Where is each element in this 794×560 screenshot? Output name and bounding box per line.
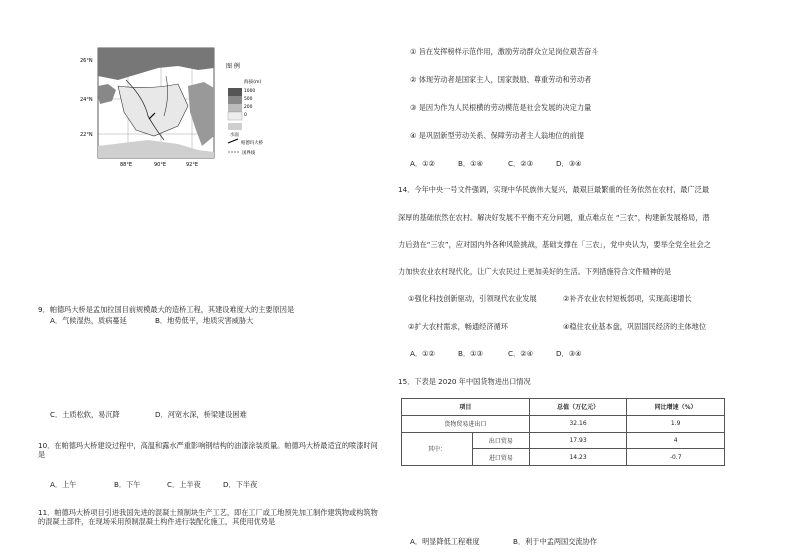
lat-label-24: 24°N bbox=[80, 97, 93, 103]
table-row bbox=[402, 415, 725, 432]
table-cell: 17.93 bbox=[529, 432, 627, 449]
choice2-a: A．①② bbox=[410, 349, 435, 358]
legend-bridge: 帕德玛大桥 bbox=[241, 141, 263, 146]
legend-swatch-200 bbox=[228, 104, 242, 112]
legend-title: 图 例 bbox=[226, 63, 240, 70]
choice1-c: C．②③ bbox=[508, 159, 534, 168]
choice1-a: A．①② bbox=[410, 159, 435, 168]
table-cell: 4 bbox=[627, 432, 725, 449]
table-cell: 出口贸易 bbox=[473, 432, 530, 449]
table-header-row bbox=[402, 399, 725, 416]
legend-level-200: 200 bbox=[244, 105, 253, 110]
q10-stem: 10．在帕德玛大桥建设过程中，高温和露水严重影响钢结构的油漆涂装质量。帕德玛大桥最适宜的喷漆时间是 bbox=[38, 441, 378, 459]
choice2-d: D．③④ bbox=[556, 349, 582, 358]
q10-option-c: C．上半夜 bbox=[167, 480, 201, 489]
legend-level-1000: 1000 bbox=[244, 89, 256, 94]
lon-label-88: 88°E bbox=[120, 162, 133, 168]
lat-label-22: 22°N bbox=[80, 132, 93, 138]
legend-swatch-water bbox=[228, 123, 242, 130]
choice2-c: C．②④ bbox=[508, 349, 534, 358]
table-header-growth: 同比增速（%） bbox=[627, 399, 725, 416]
choice1-d: D．③④ bbox=[556, 159, 582, 168]
q14-line-2: 深厚的基础依然在农村。解决好发展不平衡不充分问题，重点难点在 “三农”，构建新发展格局，潜 bbox=[398, 213, 710, 222]
statement-1: ① 旨在发挥榜样示范作用，激励劳动群众立足岗位艰苦奋斗 bbox=[410, 47, 599, 56]
q14-item-3: ②扩大农村需求，畅通经济循环 bbox=[408, 322, 508, 331]
q11-stem: 11．帕德玛大桥项目引进我国先进的混凝土预制块生产工艺，即在工厂或工地预先加工制作建筑物或构筑物的混凝土部件，在现场采用预制混凝土构件进行装配化施工，其使用优势是 bbox=[38, 508, 378, 526]
q9-stem: 9．帕德玛大桥是孟加拉国目前规模最大的造桥工程，其建设难度大的主要原因是 bbox=[38, 305, 295, 314]
q9-option-b: B．地势低平，地质灾害威胁大 bbox=[155, 316, 254, 325]
q10-option-d: D．下半夜 bbox=[223, 480, 258, 489]
q15-title: 15．下表是 2020 年中国货物进出口情况 bbox=[398, 377, 531, 386]
trade-table bbox=[401, 398, 725, 466]
table-cell: 14.23 bbox=[529, 449, 627, 466]
q9-option-a: A．气候湿热，质病蔓延 bbox=[50, 316, 127, 325]
legend-unit: 海拔(m) bbox=[244, 80, 262, 85]
q10-option-b: B．下午 bbox=[114, 480, 141, 489]
lon-label-92: 92°E bbox=[186, 162, 199, 168]
statement-3: ③ 是因为作为人民根横的劳动模范是社会发展的决定力量 bbox=[410, 103, 592, 112]
q14-line-3: 力后劲在“三农”，应对国内外各种风险挑战，基础支撑在「三农」，党中央认为，要举全党全社会之 bbox=[398, 240, 711, 249]
table-cell: -0.7 bbox=[627, 449, 725, 466]
table-row bbox=[402, 432, 725, 449]
q9-option-c: C．土质松软，易沉降 bbox=[50, 410, 120, 419]
q14-item-1: ①强化科技创新驱动，引领现代农业发展 bbox=[408, 294, 537, 303]
legend-bridge-icon bbox=[228, 139, 238, 143]
legend-swatch-1000 bbox=[228, 88, 242, 96]
table-header-item: 项目 bbox=[402, 399, 530, 416]
legend-swatch-500 bbox=[228, 96, 242, 104]
table-cell: 进口贸易 bbox=[473, 449, 530, 466]
table-header-total: 总值（万亿元） bbox=[529, 399, 627, 416]
q14-line-4: 力加快农业农村现代化，让广大农民过上更加美好的生活。下列措施符合文件精神的是 bbox=[398, 267, 672, 276]
q9-option-d: D．河宽水深，桥梁建设困难 bbox=[155, 410, 247, 419]
bottom-option-b: B．利于中孟两国交流协作 bbox=[513, 537, 597, 546]
legend-swatch-0 bbox=[228, 112, 242, 120]
legend-border: 国界线 bbox=[242, 151, 256, 156]
choice1-b: B．①④ bbox=[458, 159, 484, 168]
table-cell: 货物贸易进出口 bbox=[402, 415, 530, 432]
q14-line-1: 14．今年中央一号文件强调，实现中华民族伟大复兴，最艰巨最繁重的任务依然在农村，最广泛最 bbox=[398, 185, 710, 194]
legend-level-0: 0 bbox=[244, 113, 247, 118]
table-cell: 32.16 bbox=[529, 415, 627, 432]
statement-2: ② 体现劳动者是国家主人，国家鼓励、尊重劳动和劳动者 bbox=[410, 75, 592, 84]
lat-label-26: 26°N bbox=[80, 58, 93, 64]
table-cell: 1.9 bbox=[627, 415, 725, 432]
bangladesh-map-figure bbox=[78, 46, 268, 174]
lon-label-90: 90°E bbox=[154, 162, 167, 168]
q10-option-a: A．上午 bbox=[50, 480, 77, 489]
choice2-b: B．①③ bbox=[458, 349, 484, 358]
legend-water: 水面 bbox=[230, 133, 239, 138]
legend-level-500: 500 bbox=[244, 97, 253, 102]
q14-item-4: ④稳住农业基本盘，巩固国民经济的主体地位 bbox=[563, 322, 707, 331]
table-group-label: 其中： bbox=[402, 432, 473, 466]
q14-item-2: ②补齐农业农村短板弱项，实现高速增长 bbox=[563, 294, 692, 303]
bottom-option-a: A．明显降低工程难度 bbox=[410, 537, 480, 546]
statement-4: ④ 是巩固新型劳动关系、保障劳动者主人翁地位的前提 bbox=[410, 131, 585, 140]
